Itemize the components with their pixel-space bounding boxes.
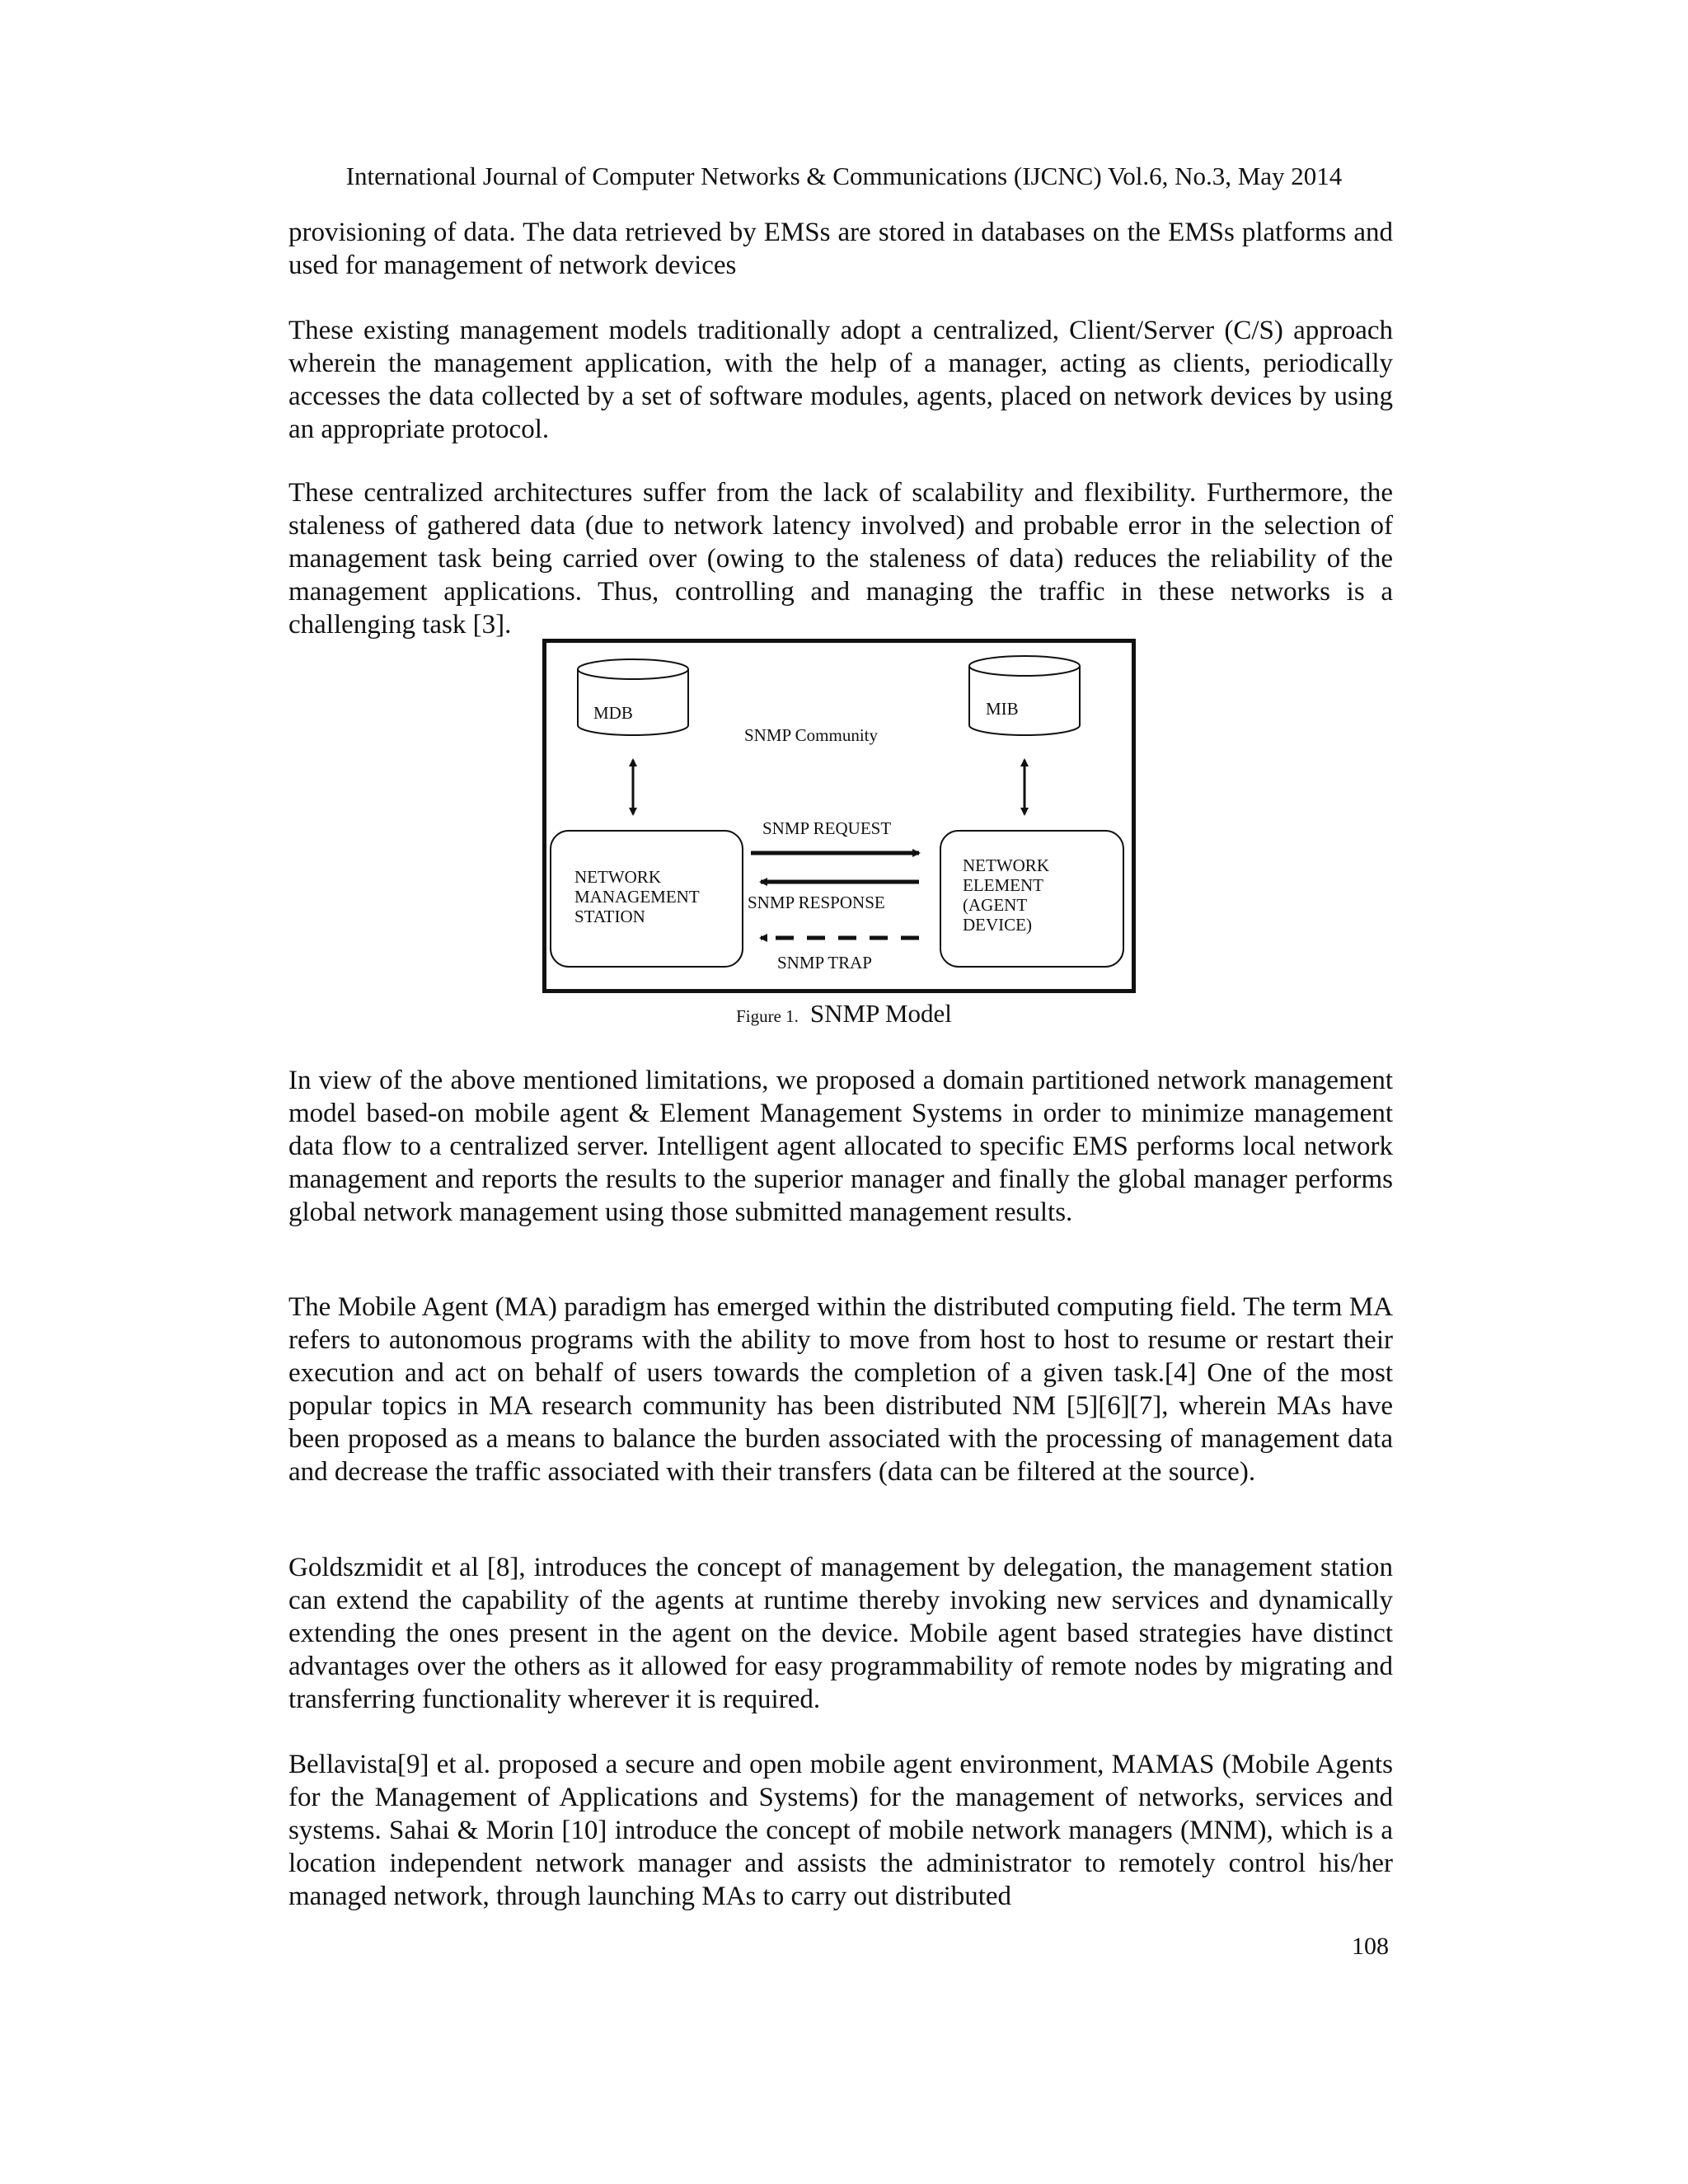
- paragraph-proposed-model: In view of the above mentioned limitations, we proposed a domain partitioned network management model based-on mobile agent & Element Management Systems in order to minimize management data flow to a centralized server. Intelligent agent allocated to specific EMS performs local network management and reports the results to the superior manager and finally the global manager performs global network management using those submitted management results.: [288, 1066, 1393, 1227]
- mib-database-icon: [969, 656, 1080, 735]
- paragraph-provisioning: provisioning of data. The data retrieved by EMSs are stored in databases on the EMSs platforms and used for management of network devices: [288, 218, 1393, 280]
- paragraph-centralized-architectures: These centralized architectures suffer from the lack of scalability and flexibility. Furthermore, the staleness of gathered data (due to network latency involved) and probable error in the selection of management task being carried over (owing to the staleness of data) reduces the reliability of the management applications. Thus, controlling and managing the traffic in these networks is a challenging task [3].: [288, 478, 1393, 640]
- paragraph-existing-models: These existing management models traditionally adopt a centralized, Client/Server (C/S) approach wherein the management application, with the help of a manager, acting as clients, periodically accesses the data collected by a set of software modules, agents, placed on network devices by using an appropriate protocol.: [288, 316, 1393, 444]
- snmp-model-figure: [542, 639, 1136, 993]
- nms-label-line: STATION: [574, 907, 645, 926]
- figure-caption-title: SNMP Model: [809, 999, 952, 1028]
- mib-label: MIB: [986, 699, 1019, 719]
- snmp-community-label: SNMP Community: [744, 725, 879, 745]
- journal-header: International Journal of Computer Networks & Communications (IJCNC) Vol.6, No.3, May 2014: [345, 162, 1343, 190]
- nms-label: [574, 867, 700, 926]
- paragraph-bellavista: Bellavista[9] et al. proposed a secure and open mobile agent environment, MAMAS (Mobile Agents for the Management of Applications and Systems) for the management of networks, services and systems. Sahai & Morin [10] introduce the concept of mobile network managers (MNM), which is a location independent network manager and assists the administrator to remotely control his/her managed network, through launching MAs to carry out distributed: [288, 1750, 1393, 1911]
- figure-caption: [0, 999, 1688, 1029]
- nms-label-line: MANAGEMENT: [574, 887, 700, 907]
- ne-label: [963, 855, 1049, 935]
- ne-label-line: DEVICE): [963, 915, 1032, 935]
- snmp-trap-label: SNMP TRAP: [777, 953, 872, 972]
- mdb-label: MDB: [593, 703, 633, 723]
- nms-label-line: NETWORK: [574, 867, 661, 887]
- ne-label-line: (AGENT: [963, 895, 1028, 915]
- mdb-database-icon: [578, 659, 688, 735]
- ne-label-line: ELEMENT: [963, 875, 1043, 895]
- paragraph-goldszmidit: Goldszmidit et al [8], introduces the concept of management by delegation, the management station can extend the capability of the agents at runtime thereby invoking new services and dynamically extending the ones present in the agent on the device. Mobile agent based strategies have distinct advantages over the others as it allowed for easy programmability of remote nodes by migrating and transferring functionality wherever it is required.: [288, 1553, 1393, 1714]
- figure-caption-prefix: Figure 1.: [736, 1006, 799, 1026]
- snmp-request-label: SNMP REQUEST: [762, 818, 892, 838]
- paragraph-mobile-agent: The Mobile Agent (MA) paradigm has emerged within the distributed computing field. The term MA refers to autonomous programs with the ability to move from host to host to resume or restart their execution and act on behalf of users towards the completion of a given task.[4] One of the most popular topics in MA research community has been distributed NM [5][6][7], wherein MAs have been proposed as a means to balance the burden associated with the processing of management data and decrease the traffic associated with their transfers (data can be filtered at the source).: [288, 1292, 1393, 1487]
- page-number: 108: [1352, 1933, 1389, 1960]
- ne-label-line: NETWORK: [963, 855, 1049, 875]
- snmp-diagram-svg: [546, 643, 1132, 989]
- snmp-response-label: SNMP RESPONSE: [748, 893, 885, 912]
